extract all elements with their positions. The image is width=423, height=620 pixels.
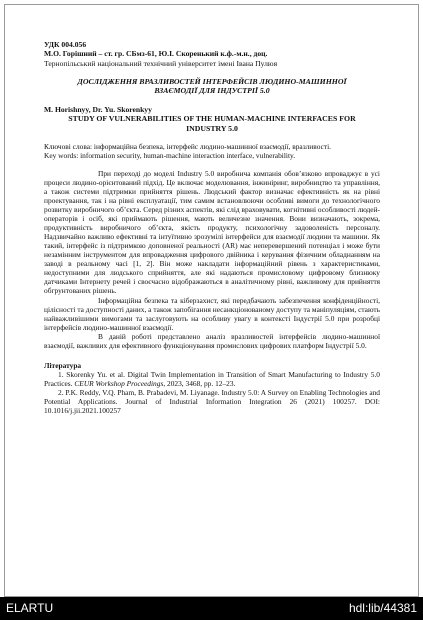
footer-bar (0, 597, 423, 620)
reference-journal-title: CEUR Workshop Proceedings (74, 378, 164, 388)
body-paragraph: При переході до моделі Industry 5.0 виробнича компанія обов’язково впроваджує в усі процеси людино-орієнтований підхід. Це включає моделювання, інжиніринг, виробництво та управління, а також системи підтримки прийняття рішень. Людський фактор визначає ефективність як на рівні проектування, так і на рівні експлуатації, тим самим встановлюючи особливі вимоги до технологічного розвитку виробничого об’єкта. Серед різних аспектів, які слід враховувати, когнітивні особливості людей-операторів і осіб, які приймають рішення, мають величезне значення. Вони визначають, зокрема, продуктивність виробничого об’єкта, якість продукту, психологічну задоволеність персоналу. Надзвичайно важливо ефективні та інтуїтивно зрозумілі інтерфейси для взаємодії людини та машини. Як такий, інтерфейс із підтримкою доповненої реальності (AR) має неперевершений потенціал і може бути незамінним інструментом для впровадження цифрового двійника і керування фізичним обладнанням на заводі в реальному часі [1, 2]. Він може накладати інформаційний рівень з характеристиками, недоступними для людського сприйняття, але які надаються промисловому цифровому близнюку датчиками Інтернету речей і своєчасно відображаються в аналітичному рівні, важливому для прийняття обгрунтованих рішень. (44, 169, 380, 296)
reference-text: 1. Skorenky Yu. et al. Digital Twin Implementation in Transition of Smart Manufacturing to Industry 5.0 Practices. (44, 369, 380, 388)
keywords-ukrainian: Ключові слова: інформаційна безпека, інтерфейс людино-машинної взаємодії, вразливості. (44, 142, 331, 151)
body-text (44, 169, 380, 350)
udk-code: УДК 004.056 (44, 40, 87, 49)
keywords-english: Key words: information security, human-machine interaction interface, vulnerability. (44, 151, 296, 161)
reference-text: 2. P.K. Reddy, V.Q. Pham, B. Prabadevi, M. Liyanage. Industry 5.0: A Survey on Enabling Technologies and Potential Applications. Journal of Industrial Information Integration 26 (2021) 100257. DOI: 10.1016/j.jii.2021.100257 (44, 387, 380, 415)
document-page (44, 40, 380, 415)
title-ukrainian: ДОСЛІДЖЕННЯ ВРАЗЛИВОСТЕЙ ІНТЕРФЕЙСІВ ЛЮДИНО-МАШИННОЇ ВЗАЄМОДІЇ ДЛЯ ІНДУСТРІЇ 5.0 (77, 76, 347, 96)
reference-item (44, 388, 380, 415)
authors-ukrainian: М.О. Горішний – ст. гр. СБмз-61, Ю.І. Скоренький к.ф.-м.н., доц. (44, 49, 268, 59)
reference-item (44, 370, 380, 388)
authors-english: M. Horishnyy, Dr. Yu. Skorenkyy (44, 104, 152, 114)
handle-link[interactable]: hdl:lib/44381 (348, 601, 417, 615)
body-paragraph: Інформаційна безпека та кіберзахист, які передбачають забезпечення конфіденційності, цілісності та доступності даних, а також запобігання несанкціонованому доступу та маніпуляціям, стають найважливішими вимогами та заслуговують на особливу увагу в контексті Індустрії 5.0 при розробці інтерфейсів людино-машинної взаємодії. (44, 295, 380, 332)
keywords-block (44, 142, 380, 160)
affiliation-ukrainian: Тернопільський національний технічний університет імені Івана Пулюя (44, 58, 278, 68)
literature-heading: Література (44, 360, 82, 370)
title-english: STUDY OF VULNERABILITIES OF THE HUMAN-MACHINE INTERFACES FOR INDUSTRY 5.0 (68, 114, 356, 133)
body-paragraph: В даній роботі представлено аналіз вразливостей інтерфейсів людино-машинної взаємодії, важливих для ефективного функціонування промислових цифрових платформ Індустрії 5.0. (44, 331, 380, 350)
reference-text: , 2023, 3468, pp. 12–23. (163, 378, 236, 388)
repository-name: ELARTU (6, 601, 54, 615)
